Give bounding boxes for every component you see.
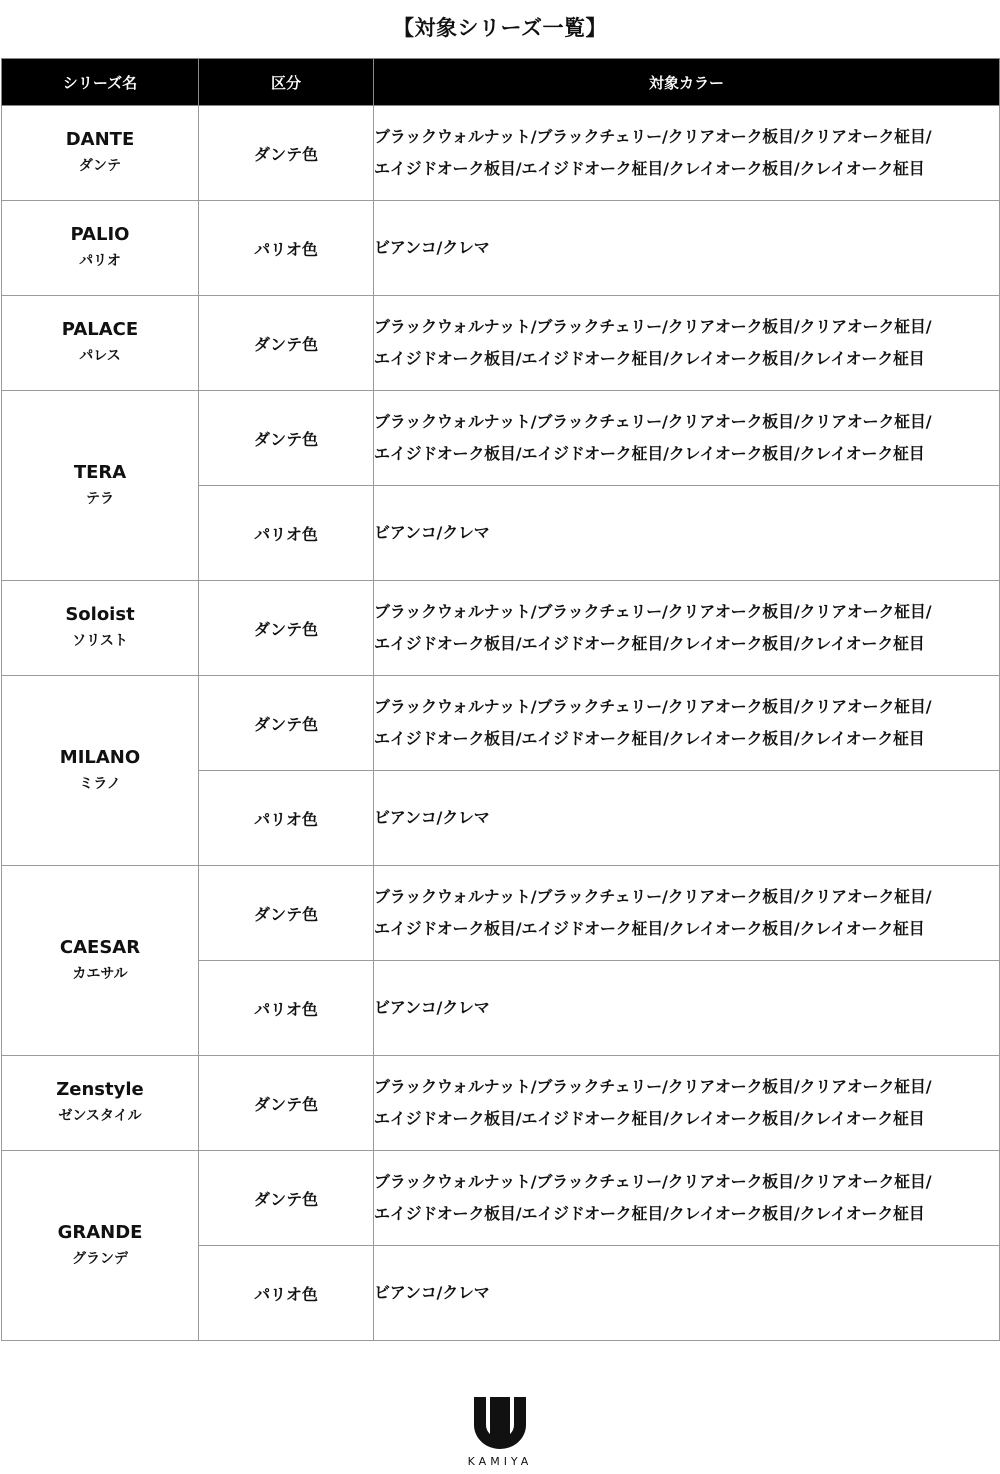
colors-line: ブラックウォルナット/ブラックチェリー/クリアオーク板目/クリアオーク柾目/ [374, 697, 932, 716]
series-table [1, 58, 1000, 1341]
colors-line: ブラックウォルナット/ブラックチェリー/クリアオーク板目/クリアオーク柾目/ [374, 602, 932, 621]
header-category: 区分 [199, 59, 374, 106]
category-cell: パリオ色 [199, 486, 374, 581]
series-name-en: TERA [73, 461, 127, 483]
colors-line: ブラックウォルナット/ブラックチェリー/クリアオーク板目/クリアオーク柾目/ [374, 1172, 932, 1191]
category-cell: ダンテ色 [199, 581, 374, 676]
header-colors: 対象カラー [374, 59, 1000, 106]
colors-cell [374, 676, 1000, 771]
colors-cell [374, 581, 1000, 676]
series-name-en: Soloist [65, 604, 135, 625]
series-name-cell [2, 201, 199, 296]
logo-text: KAMIYA [467, 1455, 533, 1468]
colors-cell [374, 296, 1000, 391]
colors-line: エイジドオーク板目/エイジドオーク柾目/クレイオーク板目/クレイオーク柾目 [374, 919, 925, 938]
series-name-kana: グランデ [72, 1250, 128, 1267]
table-row [2, 106, 1000, 201]
series-name-en: CAESAR [59, 936, 141, 958]
table-row [2, 1056, 1000, 1151]
series-name-cell [2, 296, 199, 391]
colors-cell [374, 486, 1000, 581]
category-cell: ダンテ色 [199, 106, 374, 201]
kamiya-logo [455, 1395, 545, 1469]
kamiya-u-logo-icon [470, 1395, 530, 1451]
colors-line: ビアンコ/クレマ [374, 523, 490, 542]
colors-cell [374, 106, 1000, 201]
series-name-cell [2, 106, 199, 201]
category-cell: ダンテ色 [199, 391, 374, 486]
colors-line: エイジドオーク板目/エイジドオーク柾目/クレイオーク板目/クレイオーク柾目 [374, 634, 925, 653]
colors-line: エイジドオーク板目/エイジドオーク柾目/クレイオーク板目/クレイオーク柾目 [374, 349, 925, 368]
series-name-cell [2, 676, 199, 866]
header-series: シリーズ名 [2, 59, 199, 106]
series-name-kana: ミラノ [79, 775, 121, 792]
colors-line: エイジドオーク板目/エイジドオーク柾目/クレイオーク板目/クレイオーク柾目 [374, 729, 925, 748]
category-cell: ダンテ色 [199, 296, 374, 391]
colors-line: ブラックウォルナット/ブラックチェリー/クリアオーク板目/クリアオーク柾目/ [374, 127, 932, 146]
colors-cell [374, 866, 1000, 961]
category-cell: パリオ色 [199, 771, 374, 866]
category-cell: ダンテ色 [199, 1151, 374, 1246]
colors-line: エイジドオーク板目/エイジドオーク柾目/クレイオーク板目/クレイオーク柾目 [374, 159, 925, 178]
series-name-en: PALIO [70, 224, 130, 245]
colors-line: ブラックウォルナット/ブラックチェリー/クリアオーク板目/クリアオーク柾目/ [374, 317, 932, 336]
colors-cell [374, 201, 1000, 296]
colors-line: ブラックウォルナット/ブラックチェリー/クリアオーク板目/クリアオーク柾目/ [374, 1077, 932, 1096]
series-name-cell [2, 391, 199, 581]
table-row [2, 1151, 1000, 1246]
series-name-kana: テラ [86, 490, 114, 507]
category-cell: パリオ色 [199, 1246, 374, 1341]
series-name-kana: パレス [79, 348, 121, 364]
table-row [2, 201, 1000, 296]
colors-line: エイジドオーク板目/エイジドオーク柾目/クレイオーク板目/クレイオーク柾目 [374, 444, 925, 463]
series-name-en: Zenstyle [56, 1079, 144, 1100]
colors-line: ビアンコ/クレマ [374, 998, 490, 1017]
colors-cell [374, 771, 1000, 866]
colors-line: ビアンコ/クレマ [374, 1283, 490, 1302]
category-cell: ダンテ色 [199, 1056, 374, 1151]
colors-cell [374, 961, 1000, 1056]
series-name-cell [2, 1056, 199, 1151]
table-row [2, 391, 1000, 486]
table-row [2, 676, 1000, 771]
category-cell: ダンテ色 [199, 676, 374, 771]
colors-line: ビアンコ/クレマ [374, 808, 490, 827]
page-title: 【対象シリーズ一覧】 [393, 16, 607, 40]
series-name-en: MILANO [59, 746, 141, 768]
series-name-cell [2, 866, 199, 1056]
series-name-en: PALACE [61, 319, 139, 340]
category-cell: パリオ色 [199, 961, 374, 1056]
table-row [2, 866, 1000, 961]
colors-line: ブラックウォルナット/ブラックチェリー/クリアオーク板目/クリアオーク柾目/ [374, 412, 932, 431]
series-name-kana: パリオ [79, 253, 121, 269]
series-name-cell [2, 581, 199, 676]
category-cell: ダンテ色 [199, 866, 374, 961]
category-cell: パリオ色 [199, 201, 374, 296]
colors-line: エイジドオーク板目/エイジドオーク柾目/クレイオーク板目/クレイオーク柾目 [374, 1204, 925, 1223]
series-name-kana: ゼンスタイル [58, 1108, 142, 1124]
colors-line: エイジドオーク板目/エイジドオーク柾目/クレイオーク板目/クレイオーク柾目 [374, 1109, 925, 1128]
series-name-kana: カエサル [72, 965, 128, 982]
series-name-en: GRANDE [57, 1221, 143, 1243]
series-name-cell [2, 1151, 199, 1341]
colors-line: ブラックウォルナット/ブラックチェリー/クリアオーク板目/クリアオーク柾目/ [374, 887, 932, 906]
colors-cell [374, 391, 1000, 486]
table-header-row [2, 59, 1000, 106]
series-name-kana: ソリスト [72, 633, 128, 649]
colors-cell [374, 1246, 1000, 1341]
series-name-kana: ダンテ [78, 158, 122, 174]
colors-line: ビアンコ/クレマ [374, 238, 490, 257]
colors-cell [374, 1151, 1000, 1246]
colors-cell [374, 1056, 1000, 1151]
table-row [2, 581, 1000, 676]
series-name-en: DANTE [65, 129, 135, 150]
table-row [2, 296, 1000, 391]
